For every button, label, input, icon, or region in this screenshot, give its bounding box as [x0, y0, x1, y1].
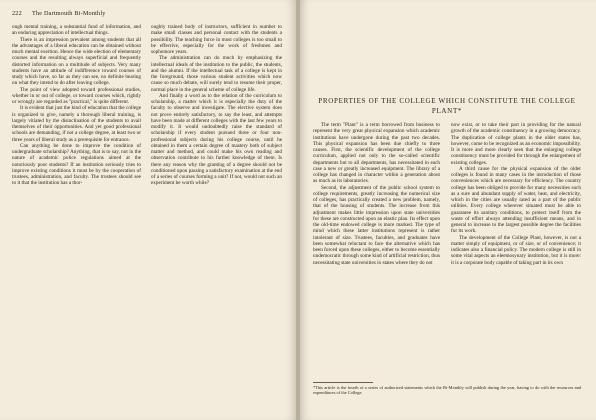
- paragraph: ough mental training, a substantial fund of information, and an enduring appreciation of intellectual things.: [12, 24, 141, 37]
- running-title: The Dartmouth Bi-Monthly: [32, 10, 106, 17]
- paragraph: The development of the College Plant, however, is not a matter simply of equipment, or of size, or of convenience; it indicates also a financial policy. The modern college is still in some vital aspects an eleemosynary institution, but it is more: it is a corporate body capable of taking part in its own: [451, 234, 581, 266]
- paragraph: The administration can do much by emphasizing the intellectual ideals of the institution to the public, the students, and the alumni. If the intellectual task of a college is kept in the foreground, those various student activities which now cause so much debate, will surely tend to resume their proper, normal place in the general scheme of college life.: [151, 55, 282, 93]
- paragraph: The term "Plant" is a term borrowed from business to represent the very great physical expansion which academic institutions have undergone during the past two decades. This physical expansion has been due chiefly to three causes. First, the scientific development of the college curriculum, applied not only to the so-called scientific departments but to all departments, has necessitated in each case a new or greatly increased equipment. The library of a college has changed in character within a generation about as much as its laboratories.: [313, 122, 440, 185]
- paragraph: oughly trained body of instructors, sufficient in number to make small classes and personal contact with the students a possibility. The teaching force in most colleges is too small to be effective, especially for the work of freshmen and sophomore years.: [151, 24, 282, 55]
- paragraph: There is an impression prevalent among students that all the advantages of a liberal education can be obtained without much mental exertion. Hence the wide election of elementary courses and the resulting always superficial and frequently distorted information on a multitude of subjects. Very many students have an attitude of indifference toward courses of study which have, so far as they can see, no definite bearing on what they intend to do after leaving college.: [12, 36, 141, 87]
- right-page-column-2: [451, 122, 581, 382]
- book-gutter: [296, 0, 300, 420]
- paragraph: now exist, or to take their part in providing for the natural growth of the academic constituency in a growing democracy. The duplication of college plants in the older states has, however, come to be recognized as an economic impossibility. It is more and more clearly seen that the enlarging college constituency must be provided for through the enlargement of existing colleges.: [451, 122, 581, 166]
- paragraph: The point of view adopted toward professional studies, whether in or out of college, or toward courses which, rightly or wrongly are regarded as "practical," is quite different.: [12, 86, 141, 105]
- paragraph: Second, the adjustment of the public school system to college requirements, greatly increasing the numerical size of colleges, has practically created a new problem, namely, that of the housing of students. The increase from this adjustment makes little impression upon state universities for these are constructed upon an elastic plan. Its effect upon the old-time endowed college is more marked. The type of mind which these latter institutions represent is rather intolerant of size. Trustees, faculties, and graduates have been somewhat reluctant to face the alternative which has been forced upon these colleges, either to become essentially undemocratic through some kind of artificial restriction, thus necessitating state universities in states where they do not: [313, 184, 440, 266]
- paragraph: A third cause for the physical expansion of the older colleges is found in many cases in the introduction of those conveniences which are necessary for efficiency. The country college has been obliged to provide for many necessities such as a sure and abundant supply of water, heat, and electricity, which in the cities are usually rated as a part of the public utilities. Every college wherever situated must be able to guarantee its sanitary conditions, to protect itself from the waste of effort always attending insufficient means, and in general to increase to the largest possible degree the facilities for its work.: [451, 165, 581, 235]
- left-page-column-1: [12, 24, 141, 408]
- article-heading: PROPERTIES OF THE COLLEGE WHICH CONSTITUTE THE COLLEGE PLANT*: [318, 97, 576, 115]
- page-number: 222: [12, 10, 22, 17]
- left-page-column-2: [151, 24, 282, 408]
- right-page-column-1: [313, 122, 440, 382]
- paragraph: Can anything be done to improve the condition of undergraduate scholarship? Anything, that is to say, not in the nature of academic police regulations aimed at the notoriously poor students? If an institution seriously tries to improve existing conditions it must be by the cooperation of trustees, administration, and faculty. The trustees should see to it that the institution has a thor-: [12, 142, 141, 187]
- paragraph: And finally a word as to the relation of the curriculum to scholarship, a matter which it is especially the duty of the faculty to observe and investigate. The elective system does not prove entirely satisfactory, to say the least, and attempts have been made at different colleges with the last few years to modify it. It would undoubtedly raise the standard of scholarship if every student pursued three or four non-professional subjects during his college course, until he obtained in them a certain degree of mastery both of subject matter and method, and could make his own reading and observation contribute to his further knowledge of them. Is there any reason why the granting of a degree should not be conditioned upon passing a satisfactory examination at the end of a series of courses forming a unit? If not, would not such an experiment be worth while?: [151, 92, 282, 187]
- footnote-rule: [313, 382, 373, 383]
- footnote: *This article is the fourth of a series of authorized statements which the Bi-Monthly will publish during the year, having to do with the resources and expenditures of the College.: [313, 385, 581, 396]
- paragraph: It is evident that just the kind of education that the college is organized to give, namely a thorough liberal training, is largely vitiated by the disinclination of the students to avail themselves of their opportunities. And yet good professional schools are demanding, if not a college degree, at least two or three years of liberal study as a prerequisite for entrance.: [12, 105, 141, 143]
